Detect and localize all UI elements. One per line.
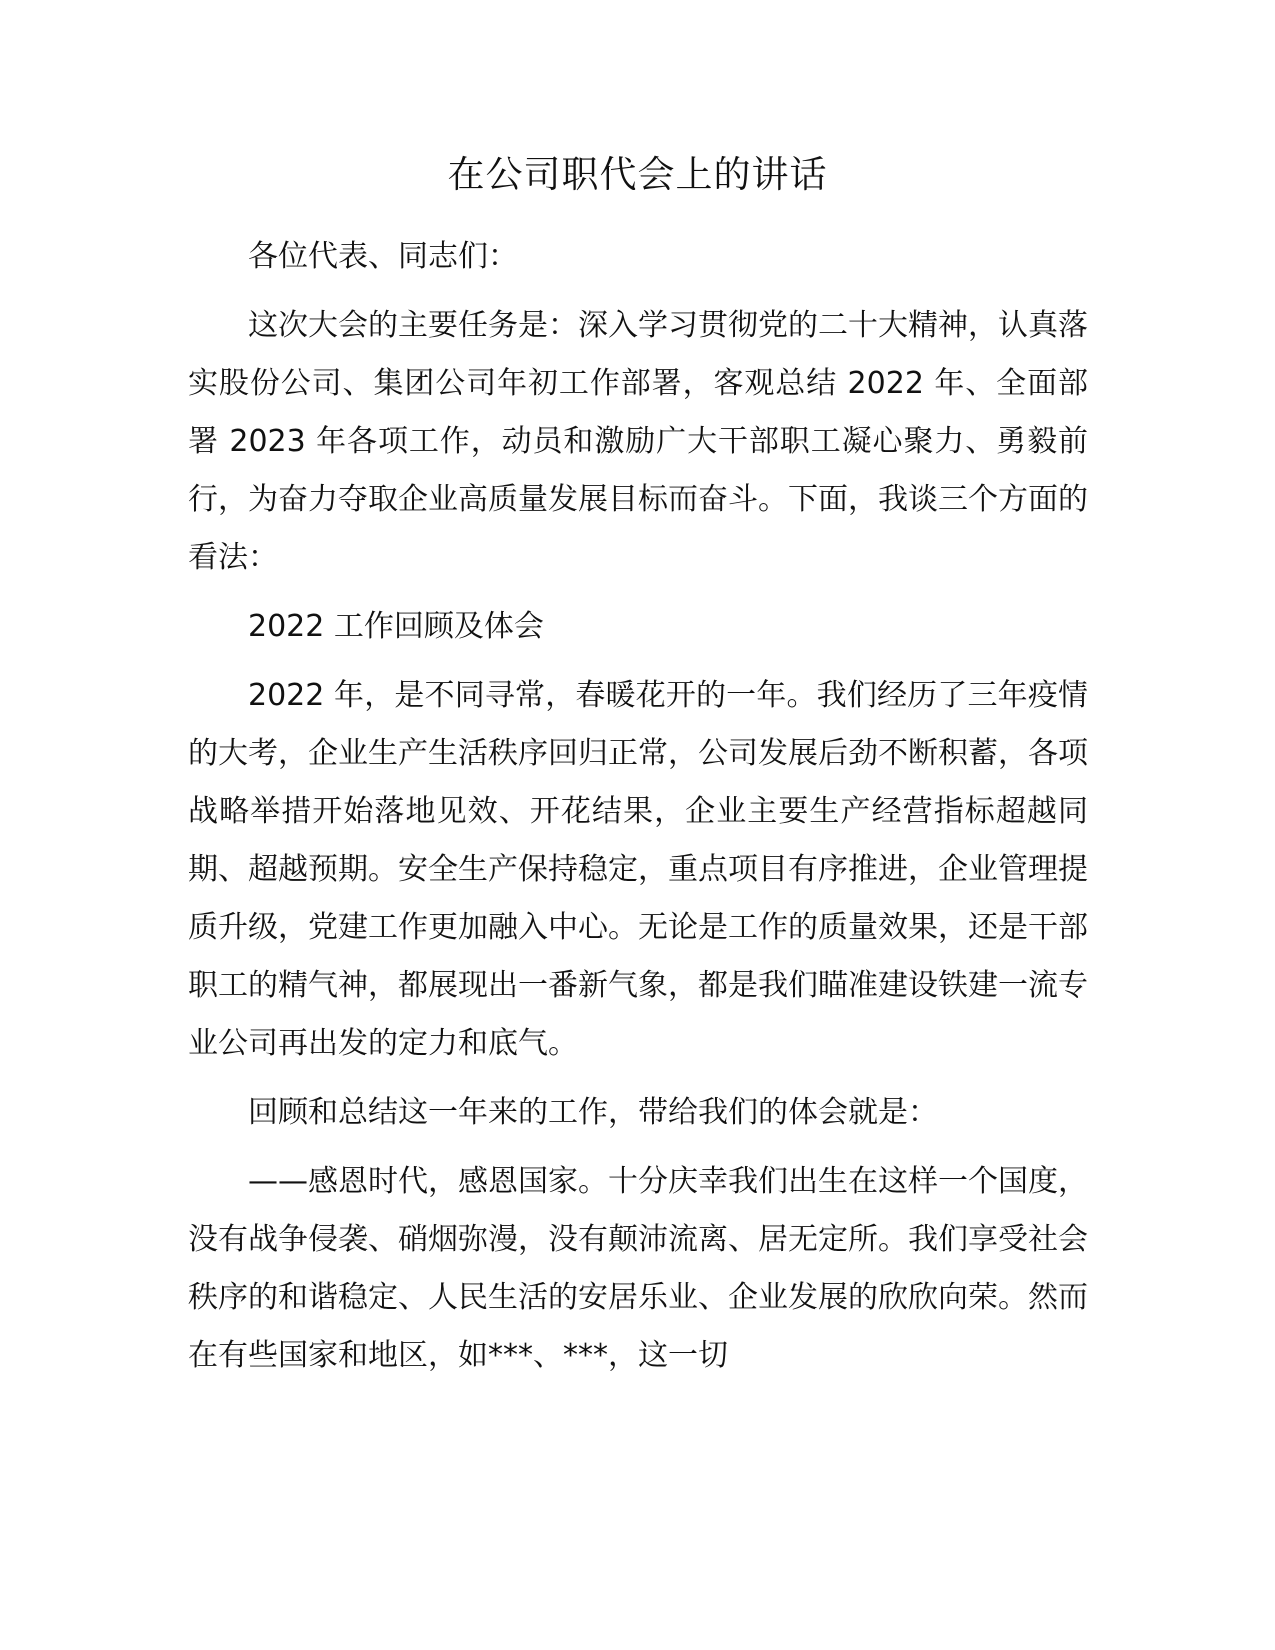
review-paragraph: 2022 年，是不同寻常，春暖花开的一年。我们经历了三年疫情的大考，企业生产生活秩序回归正常，公司发展后劲不断积蓄，各项战略举措开始落地见效、开花结果，企业主要生产经营指标超越同期、超越预期。安全生产保持稳定，重点项目有序推进，企业管理提质升级，党建工作更加融入中心。无论是工作的质量效果，还是干部职工的精气神，都展现出一番新气象，都是我们瞄准建设铁建一流专业公司再出发的定力和底气。 (188, 678, 1088, 1061)
document-title: 在公司职代会上的讲话 (447, 153, 828, 196)
reflection-lead-paragraph: 回顾和总结这一年来的工作，带给我们的体会就是： (248, 1095, 938, 1130)
gratitude-paragraph: ——感恩时代，感恩国家。十分庆幸我们出生在这样一个国度，没有战争侵袭、硝烟弥漫，没有颠沛流离、居无定所。我们享受社会秩序的和谐稳定、人民生活的安居乐业、企业发展的欣欣向荣。然而在有些国家和地区，如***、***，这一切 (188, 1164, 1088, 1373)
section-heading: 2022 工作回顾及体会 (248, 609, 544, 644)
document-body (188, 228, 1088, 1396)
intro-paragraph: 这次大会的主要任务是：深入学习贯彻党的二十大精神，认真落实股份公司、集团公司年初工作部署，客观总结 2022 年、全面部署 2023 年各项工作，动员和激励广大干部职工凝心聚力、勇毅前行，为奋力夺取企业高质量发展目标而奋斗。下面，我谈三个方面的看法： (188, 308, 1088, 575)
salutation-paragraph: 各位代表、同志们： (248, 239, 518, 274)
